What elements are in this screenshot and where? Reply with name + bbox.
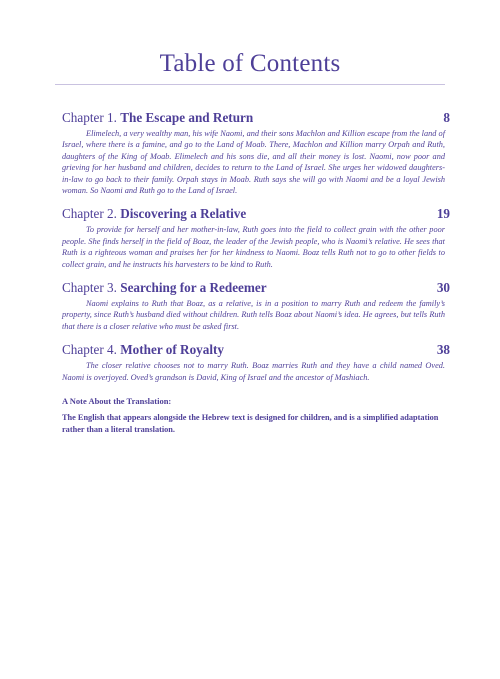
title-divider — [55, 84, 445, 85]
toc-entry-chapter-1[interactable] — [62, 109, 450, 196]
chapter-title[interactable] — [62, 109, 253, 126]
chapter-summary: The closer relative chooses not to marry Ruth. Boaz marries Ruth and they have a child named Oved. Naomi is overjoyed. Oved’s grandson is David, King of Israel and the ancestor of Mashiach. — [62, 361, 445, 382]
chapter-heading[interactable] — [62, 341, 450, 358]
chapter-heading[interactable] — [62, 109, 450, 126]
chapter-summary: Elimelech, a very wealthy man, his wife Naomi, and their sons Machlon and Killion escape from the land of Israel, where there is a famine, and go to the Land of Moab. There, Machlon and Killion marry Orpah and Ruth, daughters of the King of Moab. Elimelech and his sons die, and all their money is lost. Naomi, now poor and grieving for her husband and children, decides to return to the Land of Israel. She urges her widowed daughters-in-law to go back to their family. Orpah stays in Moab. Ruth says she will go with Naomi and be a loyal Jewish woman. So Naomi and Ruth go to the Land of Israel. — [62, 129, 445, 196]
chapter-heading[interactable] — [62, 205, 450, 222]
chapter-name: Searching for a Redeemer — [120, 280, 267, 296]
chapter-name: Discovering a Relative — [120, 206, 247, 222]
toc-entry-chapter-4[interactable] — [62, 341, 450, 383]
chapter-summary: Naomi explains to Ruth that Boaz, as a relative, is in a position to marry Ruth and redeem the family’s property, since Ruth’s husband died without children. Ruth tells Boaz about Naomi’s idea. He agrees, but tells Ruth that there is a closer relative who must be asked first. — [62, 299, 445, 331]
chapter-prefix: Chapter 4. — [62, 342, 117, 358]
chapter-title[interactable] — [62, 205, 246, 222]
chapter-summary: To provide for herself and her mother-in-law, Ruth goes into the field to collect grain with the other poor people. She finds herself in the field of Boaz, the leader of the Jewish people, who is Naomi’s relative. He sees that Ruth is a righteous woman and praises her for her kindness to Naomi. Boaz tells Ruth not to go to other fields to collect grain, and he instructs his harvesters to be kind to Ruth. — [62, 225, 445, 269]
chapter-title[interactable] — [62, 279, 267, 296]
translation-note — [62, 395, 445, 435]
chapter-page-number[interactable]: 38 — [436, 342, 450, 358]
chapter-page-number[interactable]: 8 — [443, 110, 450, 125]
page-title: Table of Contents — [159, 50, 341, 77]
chapter-heading[interactable] — [62, 279, 450, 296]
toc-entry-chapter-3[interactable] — [62, 279, 450, 332]
chapter-page-number[interactable]: 30 — [436, 280, 450, 296]
toc-list — [62, 109, 450, 435]
chapter-name: The Escape and Return — [120, 110, 254, 125]
note-text: The English that appears alongside the Hebrew text is designed for children, and is a simplified adaptation rather than a literal translation. — [62, 413, 439, 434]
chapter-page-number[interactable]: 19 — [436, 206, 450, 222]
note-heading: A Note About the Translation: — [62, 396, 172, 407]
chapter-title[interactable] — [62, 341, 224, 358]
chapter-prefix: Chapter 1. — [62, 110, 117, 125]
chapter-name: Mother of Royalty — [120, 342, 225, 358]
chapter-prefix: Chapter 3. — [62, 280, 117, 296]
chapter-prefix: Chapter 2. — [62, 206, 117, 222]
toc-entry-chapter-2[interactable] — [62, 205, 450, 270]
